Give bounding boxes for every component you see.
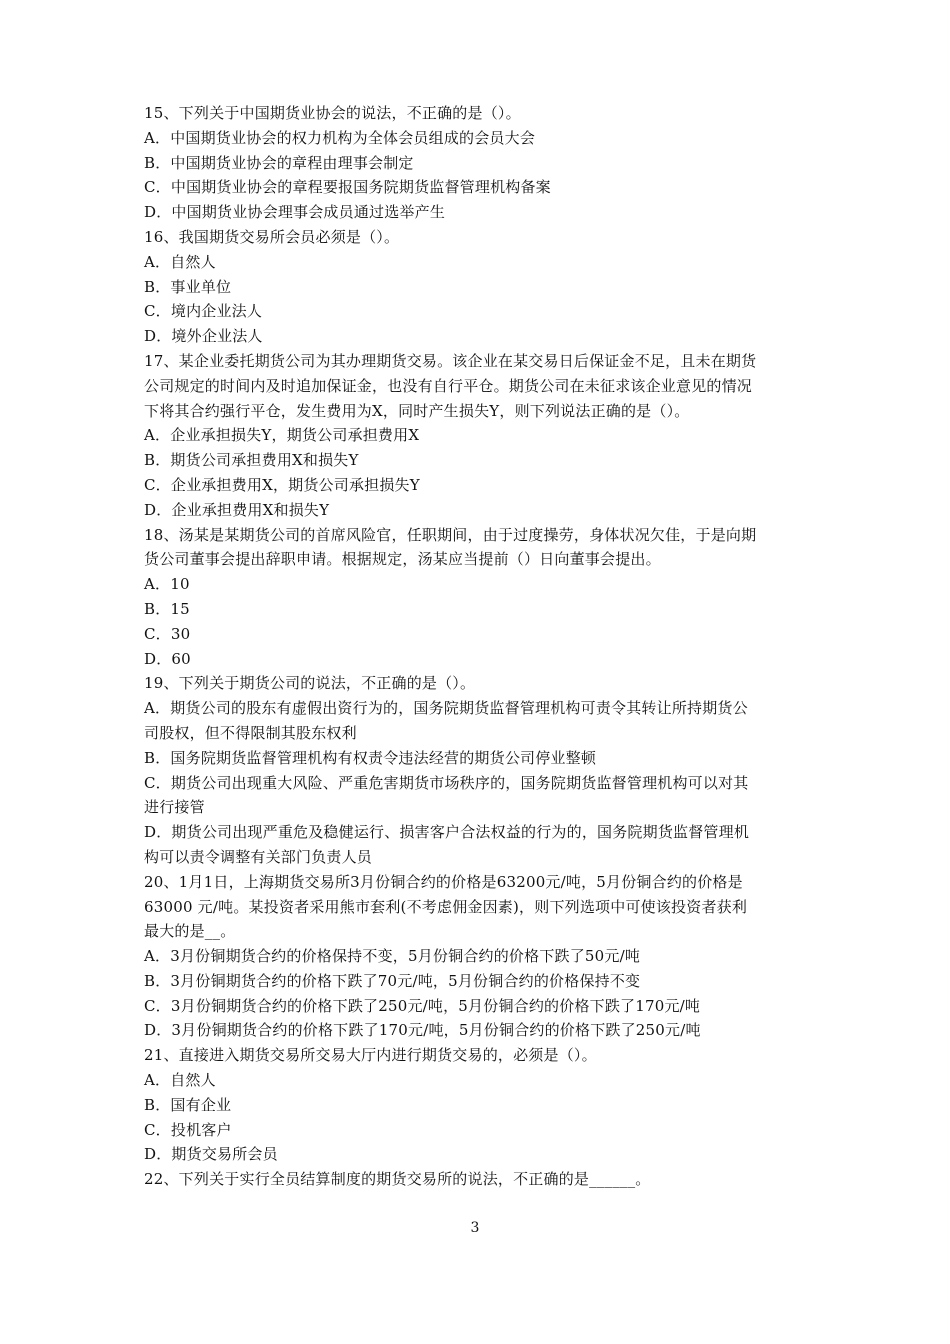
document-body [144,101,824,1192]
text-line: D．期货公司出现严重危及稳健运行、损害客户合法权益的行为的，国务院期货监督管理机 [144,823,750,842]
page-number: 3 [470,1220,480,1236]
text-line: C．境内企业法人 [144,302,263,321]
text-line: 20、1月1日，上海期货交易所3月份铜合约的价格是63200元/吨，5月份铜合约的价格是 [144,872,743,891]
text-line: C．企业承担费用X，期货公司承担损失Y [144,475,420,494]
text-line: B．国务院期货监督管理机构有权责令违法经营的期货公司停业整顿 [144,748,597,767]
text-line: B．事业单位 [144,277,232,296]
text-line: B．15 [144,599,190,618]
text-line: B．期货公司承担费用X和损失Y [144,451,359,470]
text-line: 16、我国期货交易所会员必须是（）。 [144,227,400,246]
text-line: 21、直接进入期货交易所交易大厅内进行期货交易的，必须是（）。 [144,1046,597,1065]
text-line: 19、下列关于期货公司的说法，不正确的是（）。 [144,674,476,693]
text-line: 17、某企业委托期货公司为其办理期货交易。该企业在某交易日后保证金不足，且未在期货 [144,351,757,370]
text-line: A．3月份铜期货合约的价格保持不变，5月份铜合约的价格下跌了50元/吨 [144,947,641,966]
text-line: 22、下列关于实行全员结算制度的期货交易所的说法，不正确的是______。 [144,1170,651,1189]
text-line: 最大的是__。 [144,922,236,941]
text-line: D．60 [144,649,191,668]
text-line: 18、汤某是某期货公司的首席风险官，任职期间，由于过度操劳，身体状况欠佳，于是向期 [144,525,757,544]
text-line: 下将其合约强行平仓，发生费用为X，同时产生损失Y，则下列说法正确的是（）。 [144,401,690,420]
text-line: B．3月份铜期货合约的价格下跌了70元/吨，5月份铜合约的价格保持不变 [144,971,641,990]
text-line: 构可以责令调整有关部门负责人员 [144,847,373,866]
text-line: A．自然人 [144,252,216,271]
text-line: A．10 [144,575,190,594]
text-line: B．国有企业 [144,1095,232,1114]
text-line: A．企业承担损失Y，期货公司承担费用X [144,426,420,445]
text-line: D．企业承担费用X和损失Y [144,500,330,519]
text-line: 进行接管 [144,798,205,817]
text-line: C．期货公司出现重大风险、严重危害期货市场秩序的，国务院期货监督管理机构可以对其 [144,773,749,792]
text-line: B．中国期货业协会的章程由理事会制定 [144,153,414,172]
text-line: C．投机客户 [144,1120,232,1139]
text-line: A．中国期货业协会的权力机构为全体会员组成的会员大会 [144,128,536,147]
text-line: D．中国期货业协会理事会成员通过选举产生 [144,203,446,222]
text-line: 15、下列关于中国期货业协会的说法，不正确的是（）。 [144,104,521,122]
text-line: C．30 [144,624,191,643]
text-line: D．期货交易所会员 [144,1145,278,1164]
text-line: C．3月份铜期货合约的价格下跌了250元/吨，5月份铜合约的价格下跌了170元/吨 [144,996,701,1015]
text-line: C．中国期货业协会的章程要报国务院期货监督管理机构备案 [144,178,551,197]
text-line: A．期货公司的股东有虚假出资行为的，国务院期货监督管理机构可责令其转让所持期货公 [144,699,748,718]
text-line: 货公司董事会提出辞职申请。根据规定，汤某应当提前（）日向董事会提出。 [144,550,661,569]
text-line: 公司规定的时间内及时追加保证金，也没有自行平仓。期货公司在未征求该企业意见的情况 [144,376,753,395]
text-line: D．境外企业法人 [144,327,263,346]
text-line: 司股权，但不得限制其股东权利 [144,723,357,742]
text-line: 63000 元/吨。某投资者采用熊市套利(不考虑佣金因素)，则下列选项中可使该投资者获利 [144,897,748,916]
text-line: A．自然人 [144,1071,216,1090]
text-line: D．3月份铜期货合约的价格下跌了170元/吨，5月份铜合约的价格下跌了250元/吨 [144,1021,701,1040]
